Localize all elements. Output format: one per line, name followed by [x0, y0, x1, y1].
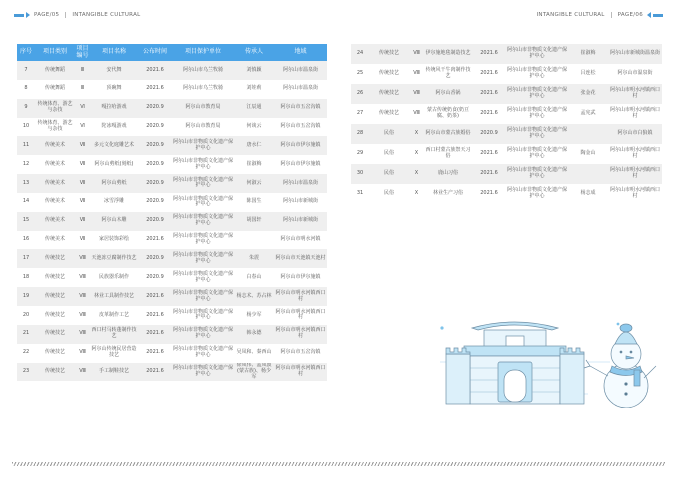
item-code-cell: Ⅲ — [75, 61, 90, 80]
region-cell: 阿尔山市五岔沟镇 — [274, 118, 327, 137]
heritage-table-left — [17, 44, 327, 381]
row-number-cell: 12 — [17, 155, 35, 174]
item-name-cell: 皮革制作工艺 — [90, 306, 138, 325]
item-code-cell: Ⅶ — [75, 155, 90, 174]
inheritor-cell: 朱震 — [234, 249, 274, 268]
item-code-cell: Ⅶ — [75, 136, 90, 155]
item-category-cell: 传统技艺 — [35, 363, 75, 382]
item-name-cell: 冰雪浮雕 — [90, 193, 138, 212]
publish-date-cell: 2021.6 — [138, 306, 172, 325]
region-cell: 阿尔山市温泉街 — [274, 61, 327, 80]
item-category-cell: 传统技艺 — [369, 84, 409, 104]
item-name-cell: 民族器乐制作 — [90, 268, 138, 287]
item-code-cell: Ⅷ — [409, 64, 424, 84]
protection-unit-cell: 阿尔山市非物质文化遗产保护中心 — [172, 231, 234, 250]
header-title-right: INTANGIBLE CULTURAL — [536, 12, 605, 18]
region-cell: 阿尔山市明水河镇西口村 — [608, 184, 662, 204]
item-category-cell: 传统美术 — [35, 212, 75, 231]
row-number-cell: 14 — [17, 193, 35, 212]
page-number-left: PAGE/05 — [34, 12, 60, 18]
inheritor-cell: 何谈云 — [234, 118, 274, 137]
table-row — [17, 155, 327, 174]
item-name-cell: 嘎拉哈游戏 — [90, 99, 138, 118]
item-category-cell: 民俗 — [369, 184, 409, 204]
protection-unit-cell: 阿尔山市教育局 — [172, 99, 234, 118]
item-category-cell: 民俗 — [369, 164, 409, 184]
publish-date-cell: 2021.6 — [138, 80, 172, 99]
protection-unit-cell: 阿尔山市非物质文化遗产保护中心 — [506, 64, 568, 84]
protection-unit-cell: 阿尔山市教育局 — [172, 118, 234, 137]
row-number-cell: 8 — [17, 80, 35, 99]
item-code-cell: Ⅵ — [75, 118, 90, 137]
publish-date-cell: 2021.6 — [138, 61, 172, 80]
protection-unit-cell: 阿尔山市非物质文化遗产保护中心 — [172, 344, 234, 363]
item-name-cell: 伊尔施地毯制造技艺 — [424, 44, 472, 64]
item-category-cell: 传统技艺 — [35, 325, 75, 344]
footer-decorative-stripe — [12, 462, 665, 466]
table-row — [17, 118, 327, 137]
publish-date-cell: 2021.6 — [472, 104, 506, 124]
row-number-cell: 17 — [17, 249, 35, 268]
inheritor-cell: 唐水仁 — [234, 136, 274, 155]
region-cell: 阿尔山市明水河镇西口村 — [608, 144, 662, 164]
table-row — [17, 212, 327, 231]
item-code-cell: Ⅷ — [75, 287, 90, 306]
inheritor-cell: 杨志术、苏占林 — [234, 287, 274, 306]
row-number-cell: 20 — [17, 306, 35, 325]
item-name-cell: 传统风干牛肉制作技艺 — [424, 64, 472, 84]
table-row — [17, 231, 327, 250]
row-number-cell: 9 — [17, 99, 35, 118]
item-code-cell: Ⅲ — [75, 80, 90, 99]
item-code-cell: Ⅹ — [409, 164, 424, 184]
protection-unit-cell: 阿尔山市非物质文化遗产保护中心 — [172, 155, 234, 174]
snowman-icon — [584, 324, 656, 408]
protection-unit-cell: 阿尔山市非物质文化遗产保护中心 — [172, 174, 234, 193]
inheritor-cell: 刘娃莉 — [234, 80, 274, 99]
item-code-cell: Ⅹ — [409, 124, 424, 144]
protection-unit-cell: 阿尔山市非物质文化遗产保护中心 — [506, 184, 568, 204]
publish-date-cell: 2020.9 — [138, 155, 172, 174]
item-name-cell: 天池冻豆腐制作技艺 — [90, 249, 138, 268]
protection-unit-cell: 阿尔山市非物质文化遗产保护中心 — [506, 84, 568, 104]
table-row — [351, 104, 662, 124]
castle-icon — [446, 322, 584, 404]
region-cell: 阿尔山市温泉街 — [274, 174, 327, 193]
inheritor-cell: 何淑云 — [234, 174, 274, 193]
table-row — [17, 306, 327, 325]
row-number-cell: 21 — [17, 325, 35, 344]
inheritor-cell: 崔淑梅 — [568, 44, 608, 64]
item-code-cell: Ⅷ — [75, 325, 90, 344]
item-name-cell: 林业生产习俗 — [424, 184, 472, 204]
protection-unit-cell: 阿尔山市非物质文化遗产保护中心 — [172, 212, 234, 231]
item-name-cell: 阿尔山木雕 — [90, 212, 138, 231]
publish-date-cell: 2021.6 — [472, 64, 506, 84]
inheritor-cell: 江辰通 — [234, 99, 274, 118]
row-number-cell: 15 — [17, 212, 35, 231]
item-code-cell: Ⅷ — [75, 268, 90, 287]
protection-unit-cell: 阿尔山市乌兰牧骑 — [172, 61, 234, 80]
item-name-cell: 安代舞 — [90, 61, 138, 80]
item-category-cell: 传统体育、游艺与杂技 — [35, 118, 75, 137]
protection-unit-cell: 阿尔山市非物质文化遗产保护中心 — [172, 363, 234, 382]
column-header: 项目编号 — [75, 44, 90, 61]
item-name-cell: 多元文化庭雕艺术 — [90, 136, 138, 155]
row-number-cell: 26 — [351, 84, 369, 104]
publish-date-cell: 2021.6 — [472, 84, 506, 104]
publish-date-cell: 2021.6 — [138, 363, 172, 382]
publish-date-cell: 2021.6 — [138, 325, 172, 344]
item-name-cell: 阿尔山香锅 — [424, 84, 472, 104]
table-row — [351, 84, 662, 104]
table-row — [17, 193, 327, 212]
table-row — [351, 44, 662, 64]
inheritor-cell: 韩永德 — [234, 325, 274, 344]
item-name-cell: 蒙古传统奶食(奶豆腐、奶茶) — [424, 104, 472, 124]
item-name-cell: 阿尔山传统民居营造技艺 — [90, 344, 138, 363]
inheritor-cell: 白春山 — [234, 268, 274, 287]
triangle-right-icon — [26, 12, 30, 18]
item-category-cell: 传统美术 — [35, 136, 75, 155]
row-number-cell: 25 — [351, 64, 369, 84]
inheritor-cell: 陈国生 — [234, 193, 274, 212]
publish-date-cell: 2020.9 — [138, 193, 172, 212]
row-number-cell: 16 — [17, 231, 35, 250]
table-row — [351, 164, 662, 184]
item-code-cell: Ⅶ — [75, 231, 90, 250]
heritage-table-right — [351, 44, 662, 204]
row-number-cell: 24 — [351, 44, 369, 64]
inheritor-cell: 张金花 — [568, 84, 608, 104]
item-code-cell: Ⅷ — [75, 344, 90, 363]
region-cell: 阿尔山市明水河镇 — [274, 231, 327, 250]
publish-date-cell: 2021.6 — [138, 231, 172, 250]
column-header: 公布时间 — [138, 44, 172, 61]
protection-unit-cell: 阿尔山市非物质文化遗产保护中心 — [172, 306, 234, 325]
column-header: 项目保护单位 — [172, 44, 234, 61]
item-name-cell: 顶碗舞 — [90, 80, 138, 99]
item-name-cell: 西口村蒙古族祭天习俗 — [424, 144, 472, 164]
item-category-cell: 传统美术 — [35, 155, 75, 174]
item-category-cell: 民俗 — [369, 144, 409, 164]
row-number-cell: 18 — [17, 268, 35, 287]
publish-date-cell: 2021.6 — [138, 344, 172, 363]
table-row — [17, 80, 327, 99]
region-cell: 阿尔山市温泉街 — [274, 80, 327, 99]
table-row — [17, 249, 327, 268]
snowflake-icon — [440, 266, 619, 330]
item-code-cell: Ⅷ — [409, 104, 424, 124]
item-name-cell: 鹿山习俗 — [424, 164, 472, 184]
row-number-cell: 30 — [351, 164, 369, 184]
item-name-cell: 林业工具制作技艺 — [90, 287, 138, 306]
protection-unit-cell: 阿尔山市非物质文化遗产保护中心 — [172, 249, 234, 268]
publish-date-cell: 2021.6 — [472, 44, 506, 64]
item-name-cell: 阿尔山市蒙古族婚俗 — [424, 124, 472, 144]
item-category-cell: 传统技艺 — [369, 104, 409, 124]
table-row — [17, 363, 327, 382]
publish-date-cell: 2020.9 — [138, 99, 172, 118]
protection-unit-cell: 阿尔山市非物质文化遗产保护中心 — [172, 193, 234, 212]
table-row — [17, 344, 327, 363]
item-code-cell: Ⅷ — [75, 249, 90, 268]
column-header: 传承人 — [234, 44, 274, 61]
protection-unit-cell: 阿尔山市乌兰牧骑 — [172, 80, 234, 99]
region-cell: 阿尔山市新城街 — [274, 193, 327, 212]
row-number-cell: 28 — [351, 124, 369, 144]
inheritor-cell: 杨少军 — [234, 306, 274, 325]
region-cell: 阿尔山市天池镇天池村 — [274, 249, 327, 268]
item-name-cell: 家居装饰彩绘 — [90, 231, 138, 250]
header-accent-bar — [653, 14, 663, 17]
item-category-cell: 传统技艺 — [35, 249, 75, 268]
header-left — [14, 12, 141, 18]
region-cell: 阿尔山市伊尔施镇 — [274, 155, 327, 174]
publish-date-cell: 2020.9 — [138, 118, 172, 137]
item-category-cell: 传统技艺 — [35, 306, 75, 325]
publish-date-cell: 2020.9 — [138, 136, 172, 155]
item-code-cell: Ⅶ — [75, 212, 90, 231]
item-code-cell: Ⅷ — [409, 84, 424, 104]
row-number-cell: 27 — [351, 104, 369, 124]
protection-unit-cell: 阿尔山市非物质文化遗产保护中心 — [506, 124, 568, 144]
item-name-cell: 阿尔山剪纸(刻纸) — [90, 155, 138, 174]
item-name-cell: 陀冰嘎游戏 — [90, 118, 138, 137]
inheritor-cell: 吕连松 — [568, 64, 608, 84]
inheritor-cell: 吴凤和、秦西山 — [234, 344, 274, 363]
item-code-cell: Ⅶ — [75, 193, 90, 212]
inheritor-cell: 杨志成 — [568, 184, 608, 204]
inheritor-cell: 孟宪武 — [568, 104, 608, 124]
row-number-cell: 11 — [17, 136, 35, 155]
inheritor-cell: 徐凤伟、孟凤波(蒙古族)、杨少军 — [234, 363, 274, 382]
item-category-cell: 传统技艺 — [35, 344, 75, 363]
publish-date-cell: 2021.6 — [472, 144, 506, 164]
row-number-cell: 10 — [17, 118, 35, 137]
region-cell: 阿尔山市伊尔施镇 — [274, 136, 327, 155]
region-cell: 阿尔山市明水河镇西口村 — [608, 104, 662, 124]
item-code-cell: Ⅷ — [75, 306, 90, 325]
protection-unit-cell: 阿尔山市非物质文化遗产保护中心 — [172, 325, 234, 344]
publish-date-cell: 2021.6 — [472, 164, 506, 184]
item-name-cell: 阿尔山剪纸 — [90, 174, 138, 193]
inheritor-cell — [234, 231, 274, 250]
region-cell: 阿尔山市五岔沟镇 — [274, 344, 327, 363]
row-number-cell: 19 — [17, 287, 35, 306]
protection-unit-cell: 阿尔山市非物质文化遗产保护中心 — [506, 144, 568, 164]
protection-unit-cell: 阿尔山市非物质文化遗产保护中心 — [506, 164, 568, 184]
publish-date-cell: 2020.9 — [138, 268, 172, 287]
publish-date-cell: 2020.9 — [138, 212, 172, 231]
publish-date-cell: 2020.9 — [472, 124, 506, 144]
table-row — [17, 99, 327, 118]
item-category-cell: 传统美术 — [35, 174, 75, 193]
inheritor-cell — [568, 164, 608, 184]
publish-date-cell: 2021.6 — [472, 184, 506, 204]
column-header: 序号 — [17, 44, 35, 61]
region-cell: 阿尔山市明水河镇西口村 — [608, 84, 662, 104]
table-row — [17, 174, 327, 193]
region-cell: 阿尔山市伊尔施镇 — [274, 268, 327, 287]
item-code-cell: Ⅷ — [409, 44, 424, 64]
column-header: 地域 — [274, 44, 327, 61]
protection-unit-cell: 阿尔山市非物质文化遗产保护中心 — [172, 136, 234, 155]
table-row — [351, 64, 662, 84]
region-cell: 阿尔山市五岔沟镇 — [274, 99, 327, 118]
inheritor-cell: 刘慎颖 — [234, 61, 274, 80]
item-code-cell: Ⅵ — [75, 99, 90, 118]
table-row — [351, 184, 662, 204]
item-code-cell: Ⅹ — [409, 184, 424, 204]
item-category-cell: 传统美术 — [35, 231, 75, 250]
protection-unit-cell: 阿尔山市非物质文化遗产保护中心 — [506, 104, 568, 124]
item-category-cell: 传统技艺 — [35, 287, 75, 306]
item-category-cell: 传统舞蹈 — [35, 61, 75, 80]
region-cell: 阿尔山市明水河镇西口村 — [274, 363, 327, 382]
region-cell: 阿尔山市白狼镇 — [608, 124, 662, 144]
region-cell: 阿尔山市新城街温泉街 — [608, 44, 662, 64]
region-cell: 阿尔山市明水河镇西口村 — [274, 306, 327, 325]
publish-date-cell: 2020.9 — [138, 174, 172, 193]
header-title-left: INTANGIBLE CULTURAL — [72, 12, 141, 18]
row-number-cell: 13 — [17, 174, 35, 193]
region-cell: 阿尔山市明水河镇西口村 — [274, 287, 327, 306]
table-row — [17, 268, 327, 287]
region-cell: 阿尔山市新城街 — [274, 212, 327, 231]
item-category-cell: 传统体育、游艺与杂技 — [35, 99, 75, 118]
page-number-right: PAGE/06 — [617, 12, 643, 18]
table-row — [17, 287, 327, 306]
region-cell: 阿尔山市明水河镇西口村 — [274, 325, 327, 344]
region-cell: 阿尔山市温泉街 — [608, 64, 662, 84]
row-number-cell: 23 — [17, 363, 35, 382]
item-category-cell: 传统技艺 — [369, 44, 409, 64]
inheritor-cell: 陶金山 — [568, 144, 608, 164]
item-name-cell: 西口村马转蓬制作技艺 — [90, 325, 138, 344]
snow-castle-snowman-illustration — [440, 258, 660, 408]
item-category-cell: 传统美术 — [35, 193, 75, 212]
triangle-left-icon — [647, 12, 651, 18]
row-number-cell: 7 — [17, 61, 35, 80]
item-category-cell: 传统舞蹈 — [35, 80, 75, 99]
protection-unit-cell: 阿尔山市非物质文化遗产保护中心 — [172, 287, 234, 306]
header-accent-bar — [14, 14, 24, 17]
item-code-cell: Ⅹ — [409, 144, 424, 164]
item-code-cell: Ⅶ — [75, 174, 90, 193]
table-row — [17, 136, 327, 155]
table-row — [351, 144, 662, 164]
row-number-cell: 31 — [351, 184, 369, 204]
item-name-cell: 手工制鞋技艺 — [90, 363, 138, 382]
inheritor-cell — [568, 124, 608, 144]
inheritor-cell: 崔淑梅 — [234, 155, 274, 174]
item-category-cell: 传统技艺 — [369, 64, 409, 84]
column-header: 项目名称 — [90, 44, 138, 61]
row-number-cell: 22 — [17, 344, 35, 363]
item-category-cell: 传统技艺 — [35, 268, 75, 287]
header-right — [536, 12, 663, 18]
table-row — [17, 61, 327, 80]
protection-unit-cell: 阿尔山市非物质文化遗产保护中心 — [506, 44, 568, 64]
publish-date-cell: 2020.9 — [138, 249, 172, 268]
item-code-cell: Ⅷ — [75, 363, 90, 382]
table-header-row — [17, 44, 327, 61]
item-category-cell: 民俗 — [369, 124, 409, 144]
region-cell: 阿尔山市明水河镇西口村 — [608, 164, 662, 184]
table-row — [17, 325, 327, 344]
header-separator — [611, 12, 612, 18]
column-header: 项目类别 — [35, 44, 75, 61]
inheritor-cell: 胡国轩 — [234, 212, 274, 231]
protection-unit-cell: 阿尔山市非物质文化遗产保护中心 — [172, 268, 234, 287]
publish-date-cell: 2021.6 — [138, 287, 172, 306]
row-number-cell: 29 — [351, 144, 369, 164]
header-separator — [65, 12, 66, 18]
table-row — [351, 124, 662, 144]
